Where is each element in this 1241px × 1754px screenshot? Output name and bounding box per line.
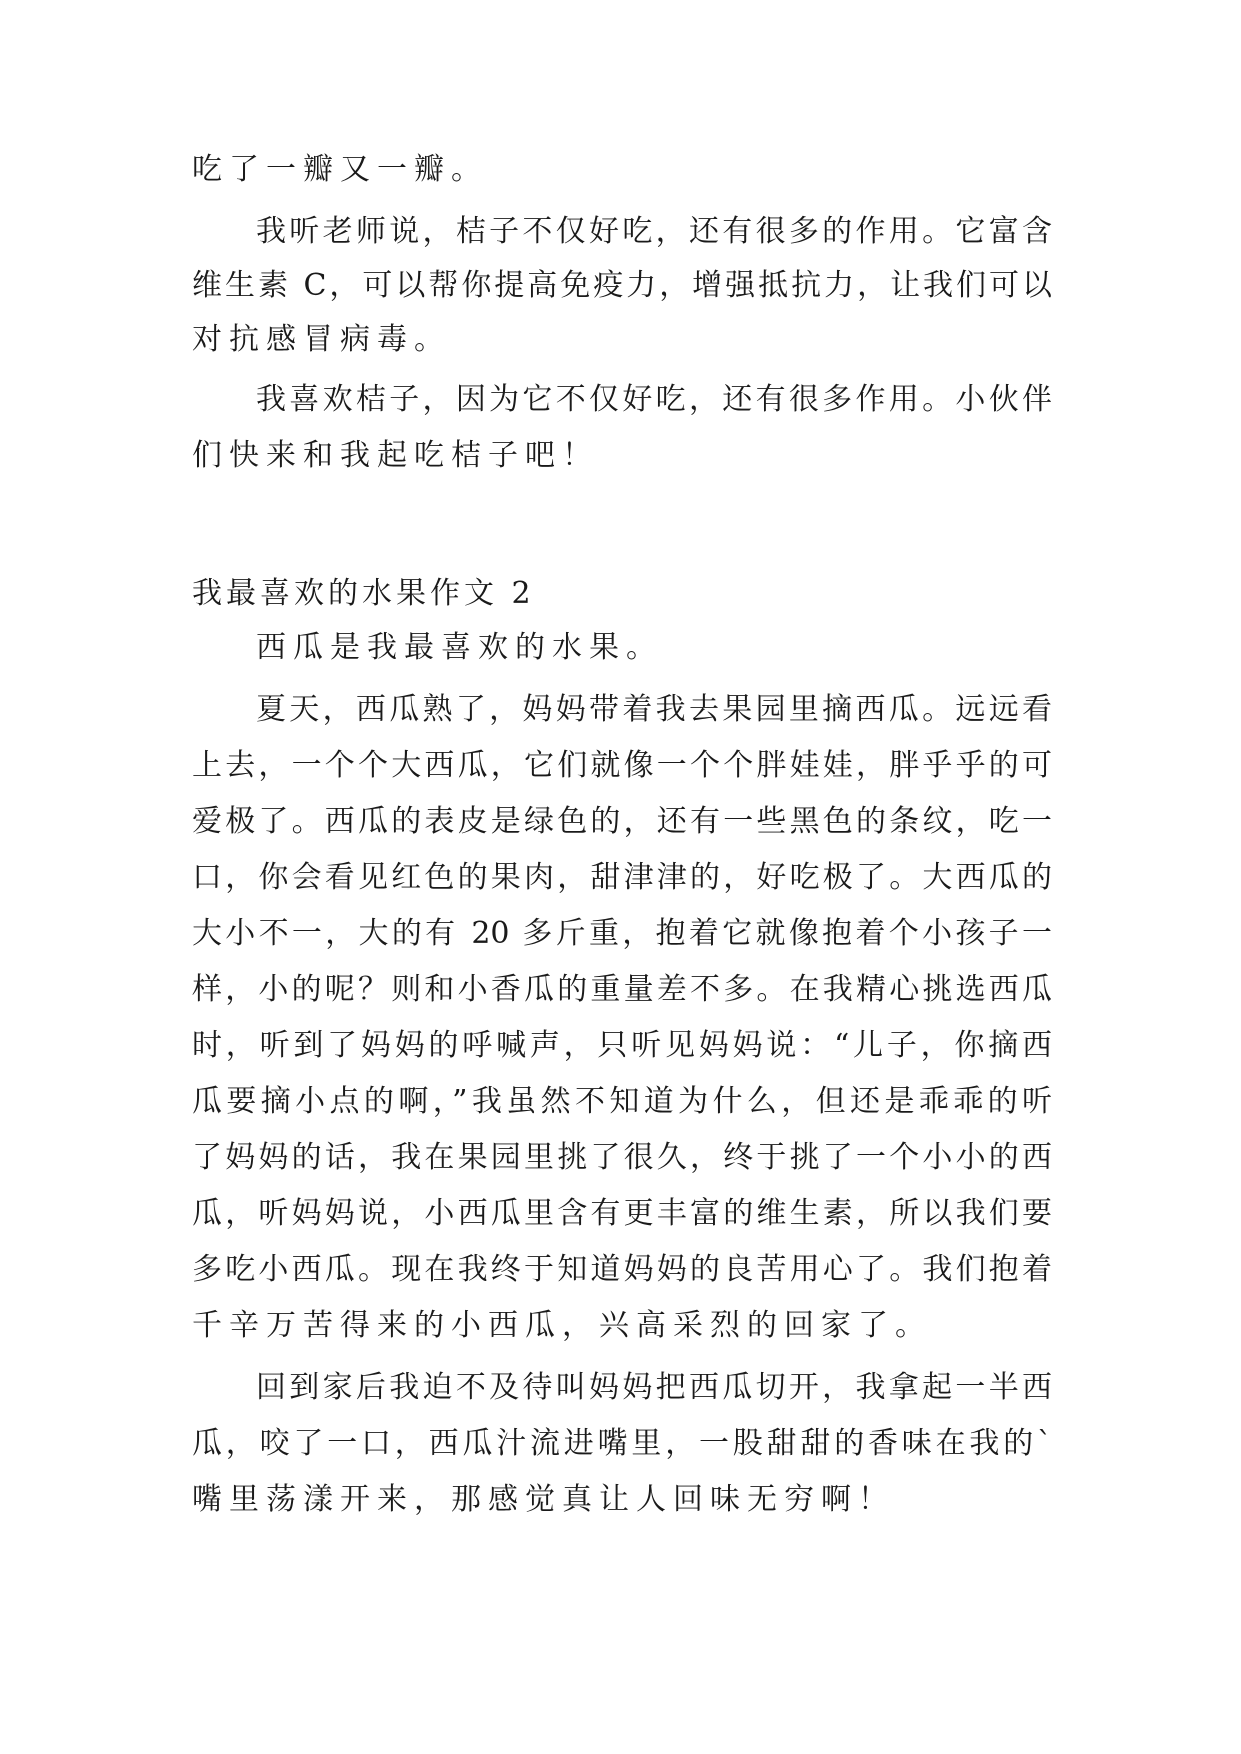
paragraph-line: 们快来和我起吃桔子吧！ [192,438,599,473]
paragraph-line: 嘴里荡漾开来，那感觉真让人回味无穷啊！ [192,1482,895,1517]
paragraph-line: 夏天，西瓜熟了，妈妈带着我去果园里摘西瓜。远远看 [256,692,1052,727]
paragraph-line: 西瓜是我最喜欢的水果。 [256,630,663,665]
paragraph-line: 上去，一个个大西瓜，它们就像一个个胖娃娃，胖乎乎的可 [192,748,1052,783]
paragraph-line: 口，你会看见红色的果肉，甜津津的，好吃极了。大西瓜的 [192,860,1052,895]
paragraph-line: 大小不一，大的有 20 多斤重，抱着它就像抱着个小孩子一 [192,916,1052,951]
paragraph-line: 瓜要摘小点的啊，”我虽然不知道为什么，但还是乖乖的听 [192,1084,1052,1119]
paragraph-line: 吃了一瓣又一瓣。 [192,152,488,187]
paragraph-line: 千辛万苦得来的小西瓜，兴高采烈的回家了。 [192,1308,932,1343]
paragraph-line: 我喜欢桔子，因为它不仅好吃，还有很多作用。小伙伴 [256,382,1052,417]
paragraph-line: 维生素 C，可以帮你提高免疫力，增强抵抗力，让我们可以 [192,268,1052,303]
paragraph-line: 回到家后我迫不及待叫妈妈把西瓜切开，我拿起一半西 [256,1370,1052,1405]
paragraph-line: 我听老师说，桔子不仅好吃，还有很多的作用。它富含 [256,214,1052,249]
section-heading: 我最喜欢的水果作文 2 [192,576,535,611]
paragraph-line: 瓜，听妈妈说，小西瓜里含有更丰富的维生素，所以我们要 [192,1196,1052,1231]
paragraph-line: 样，小的呢？则和小香瓜的重量差不多。在我精心挑选西瓜 [192,972,1052,1007]
paragraph-line: 多吃小西瓜。现在我终于知道妈妈的良苦用心了。我们抱着 [192,1252,1052,1287]
paragraph-line: 时，听到了妈妈的呼喊声，只听见妈妈说：“儿子，你摘西 [192,1028,1052,1063]
paragraph-line: 了妈妈的话，我在果园里挑了很久，终于挑了一个小小的西 [192,1140,1052,1175]
paragraph-line: 瓜，咬了一口，西瓜汁流进嘴里，一股甜甜的香味在我的` [192,1426,1052,1461]
paragraph-line: 对抗感冒病毒。 [192,322,451,357]
paragraph-line: 爱极了。西瓜的表皮是绿色的，还有一些黑色的条纹，吃一 [192,804,1052,839]
